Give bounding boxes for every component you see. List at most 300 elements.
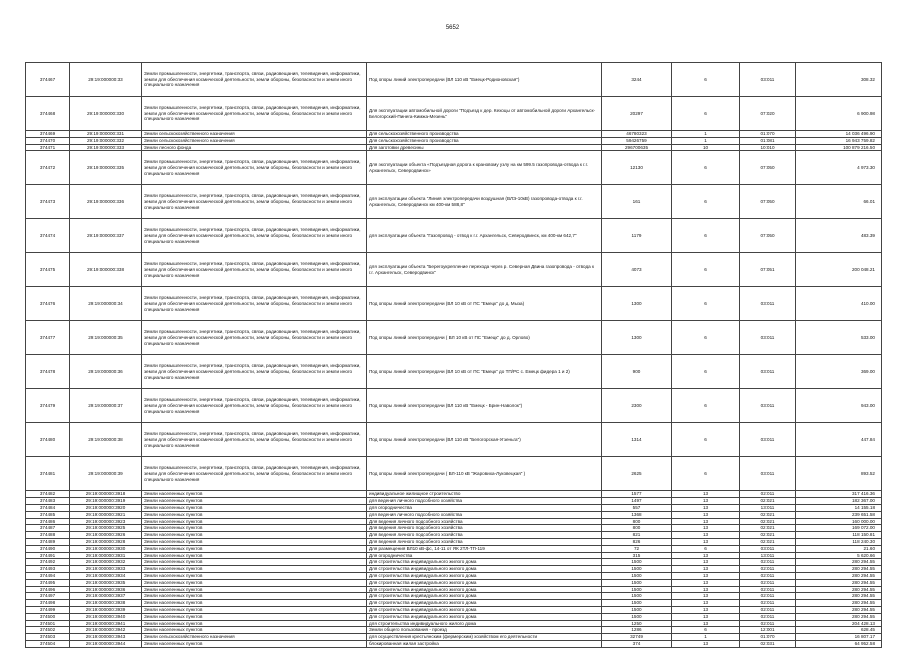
cadastral-number-cell: 29:19:000000:338 (70, 253, 142, 287)
land-category-cell: Земли промышленности, энергетики, транспорта, связи, радиовещания, телевидения, информатики, земли для обеспечения космической деятельности, земли обороны, безопасности и земли иного специального назначения (142, 219, 367, 253)
land-category-cell: Земли населенных пунктов (142, 593, 367, 600)
cadastral-number-cell: 29:19:000000:3931 (70, 552, 142, 559)
area-cell: 2300 (602, 389, 672, 423)
cadastral-value-cell: 280 294.55 (796, 600, 882, 607)
permitted-use-cell: Под опоры линий электропередачи (ВЛ 110 кВ "Белогорская-Угзеньга") (367, 423, 602, 457)
group-cell: 6 (672, 389, 740, 423)
permitted-use-cell: Для строительства индивидуального жилого дома (367, 572, 602, 579)
table-row (26, 504, 882, 511)
land-category-cell: Земли промышленности, энергетики, транспорта, связи, радиовещания, телевидения, информатики, земли для обеспечения космической деятельности, земли обороны, безопасности и земли иного специального назначения (142, 185, 367, 219)
cadastral-number-cell: 29:19:000000:3919 (70, 498, 142, 505)
permitted-use-cell: для эксплуатации объекта "Линия электропередачи воздушная (ВЛЭ-10кВ) газопровода-отвода к г.г. Архангельск, Северодвинск км 400-км 588,8" (367, 185, 602, 219)
permitted-use-cell: Для ведения личного подсобного хозяйства (367, 532, 602, 539)
use-code-cell: 03:011 (740, 287, 796, 321)
cadastral-value-cell: 66.01 (796, 185, 882, 219)
permitted-use-cell: блокированная жилая застройка (367, 640, 602, 647)
use-code-cell: 03:011 (740, 423, 796, 457)
cadastral-value-cell: 280 294.55 (796, 593, 882, 600)
area-cell: 72 (602, 545, 672, 552)
area-cell: 1300 (602, 321, 672, 355)
cadastral-value-cell: 280 294.55 (796, 572, 882, 579)
land-category-cell: Земли населенных пунктов (142, 566, 367, 573)
use-code-cell: 01:070 (740, 131, 796, 138)
row-number-cell: 374499 (26, 606, 70, 613)
cadastral-value-cell: 16 807.17 (796, 634, 882, 641)
land-category-cell: Земли сельскохозяйственного назначения (142, 634, 367, 641)
area-cell: 1300 (602, 287, 672, 321)
group-cell: 13 (672, 525, 740, 532)
row-number-cell: 374472 (26, 151, 70, 185)
use-code-cell: 02:011 (740, 579, 796, 586)
cadastral-value-cell: 280 294.55 (796, 559, 882, 566)
row-number-cell: 374491 (26, 552, 70, 559)
cadastral-value-cell: 893.52 (796, 457, 882, 491)
permitted-use-cell: Для строительства индивидуального жилого дома (367, 579, 602, 586)
area-cell: 1314 (602, 423, 672, 457)
use-code-cell: 03:011 (740, 355, 796, 389)
permitted-use-cell: Под опоры линий электропередачи (ВЛ 10 кВ от ПС "Емецк" до д. Мыза) (367, 287, 602, 321)
use-code-cell: 02:031 (740, 640, 796, 647)
cadastral-value-cell: 447.84 (796, 423, 882, 457)
table-row (26, 525, 882, 532)
cadastral-number-cell: 29:19:000000:3942 (70, 627, 142, 634)
land-category-cell: Земли промышленности, энергетики, транспорта, связи, радиовещания, телевидения, информатики, земли для обеспечения космической деятельности, земли обороны, безопасности и земли иного специального назначения (142, 63, 367, 97)
table-row (26, 593, 882, 600)
group-cell: 6 (672, 423, 740, 457)
land-category-cell: Земли населенных пунктов (142, 600, 367, 607)
group-cell: 13 (672, 566, 740, 573)
area-cell: 1500 (602, 559, 672, 566)
group-cell: 13 (672, 552, 740, 559)
group-cell: 6 (672, 321, 740, 355)
land-category-cell: Земли сельскохозяйственного назначения (142, 131, 367, 138)
use-code-cell: 02:011 (740, 566, 796, 573)
cadastral-value-cell: 280 294.55 (796, 579, 882, 586)
land-category-cell: Земли населенных пунктов (142, 525, 367, 532)
cadastral-value-cell: 16 943 759.82 (796, 137, 882, 144)
cadastral-value-cell: 239 651.58 (796, 511, 882, 518)
area-cell: 1577 (602, 491, 672, 498)
group-cell: 13 (672, 572, 740, 579)
cadastral-value-cell: 4 973.30 (796, 151, 882, 185)
land-category-cell: Земли населенных пунктов (142, 491, 367, 498)
land-category-cell: Земли населенных пунктов (142, 498, 367, 505)
group-cell: 13 (672, 559, 740, 566)
table-row (26, 613, 882, 620)
group-cell: 10 (672, 144, 740, 151)
group-cell: 13 (672, 491, 740, 498)
area-cell: 1500 (602, 566, 672, 573)
land-category-cell: Земли промышленности, энергетики, транспорта, связи, радиовещания, телевидения, информатики, земли для обеспечения космической деятельности, земли обороны, безопасности и земли иного специального назначения (142, 321, 367, 355)
use-code-cell: 02:011 (740, 572, 796, 579)
cadastral-number-cell: 29:19:000000:333 (70, 144, 142, 151)
cadastral-number-cell: 29:19:000000:37 (70, 389, 142, 423)
permitted-use-cell: Земли общего пользования - проезд (367, 627, 602, 634)
permitted-use-cell: Для заготовки древесины (367, 144, 602, 151)
cadastral-number-cell: 29:19:000000:3920 (70, 504, 142, 511)
permitted-use-cell: для эксплуатации объекта "Берегоукрепление перехода через р. Северная Двина газопровода - отвода к г.г. Архангельск, Северодвинск" (367, 253, 602, 287)
permitted-use-cell: Для ведения личного подсобного хозяйства (367, 538, 602, 545)
cadastral-value-cell: 280 294.55 (796, 566, 882, 573)
use-code-cell: 13:011 (740, 504, 796, 511)
table-row (26, 538, 882, 545)
group-cell: 1 (672, 634, 740, 641)
cadastral-value-cell: 118 150.81 (796, 532, 882, 539)
row-number-cell: 374468 (26, 97, 70, 131)
cadastral-number-cell: 29:19:000000:337 (70, 219, 142, 253)
table-row (26, 253, 882, 287)
area-cell: 3244 (602, 63, 672, 97)
area-cell: 1500 (602, 579, 672, 586)
cadastral-number-cell: 29:19:000000:3926 (70, 532, 142, 539)
cadastral-number-cell: 29:19:000000:3943 (70, 634, 142, 641)
group-cell: 6 (672, 219, 740, 253)
use-code-cell: 03:011 (740, 457, 796, 491)
row-number-cell: 374479 (26, 389, 70, 423)
table-row (26, 185, 882, 219)
land-category-cell: Земли населенных пунктов (142, 518, 367, 525)
use-code-cell: 07:051 (740, 253, 796, 287)
permitted-use-cell: Под опоры линий электропередачи (ВЛ 10 кВ от ПС "Емецк" до ТП/РС с. Емецк фидера 1 и 2) (367, 355, 602, 389)
area-cell: 1500 (602, 572, 672, 579)
land-category-cell: Земли населенных пунктов (142, 620, 367, 627)
permitted-use-cell: для огородничества (367, 504, 602, 511)
use-code-cell: 02:021 (740, 511, 796, 518)
cadastral-number-cell: 29:19:000000:335 (70, 151, 142, 185)
land-category-cell: Земли промышленности, энергетики, транспорта, связи, радиовещания, телевидения, информатики, земли для обеспечения космической деятельности, земли обороны, безопасности и земли иного специального назначения (142, 151, 367, 185)
cadastral-number-cell: 29:19:000000:3939 (70, 606, 142, 613)
table-row (26, 600, 882, 607)
cadastral-number-cell: 29:19:000000:3923 (70, 518, 142, 525)
area-cell: 826 (602, 538, 672, 545)
cadastral-value-cell: 14 036 496.90 (796, 131, 882, 138)
cadastral-value-cell: 160 000.00 (796, 518, 882, 525)
land-category-cell: Земли промышленности, энергетики, транспорта, связи, радиовещания, телевидения, информатики, земли для обеспечения космической деятельности, земли обороны, безопасности и земли иного специального назначения (142, 423, 367, 457)
group-cell: 6 (672, 627, 740, 634)
cadastral-value-cell: 64 952.58 (796, 640, 882, 647)
cadastral-number-cell: 29:19:000000:3921 (70, 511, 142, 518)
table-body (26, 63, 882, 648)
cadastral-number-cell: 29:19:000000:3932 (70, 559, 142, 566)
table-row (26, 144, 882, 151)
land-category-cell: Земли лесного фонда (142, 144, 367, 151)
table-row (26, 566, 882, 573)
use-code-cell: 02:021 (740, 538, 796, 545)
cadastral-value-cell: 100 879 216.50 (796, 144, 882, 151)
use-code-cell: 10:010 (740, 144, 796, 151)
row-number-cell: 374482 (26, 491, 70, 498)
area-cell: 1500 (602, 613, 672, 620)
use-code-cell: 02:011 (740, 606, 796, 613)
use-code-cell: 03:011 (740, 63, 796, 97)
area-cell: 59426759 (602, 137, 672, 144)
cadastral-number-cell: 29:19:000000:3935 (70, 579, 142, 586)
land-category-cell: Земли населенных пунктов (142, 532, 367, 539)
group-cell: 6 (672, 185, 740, 219)
table-row (26, 491, 882, 498)
table-row (26, 423, 882, 457)
row-number-cell: 374478 (26, 355, 70, 389)
row-number-cell: 374480 (26, 423, 70, 457)
table-row (26, 640, 882, 647)
area-cell: 1250 (602, 620, 672, 627)
cadastral-value-cell: 628.45 (796, 627, 882, 634)
group-cell: 13 (672, 640, 740, 647)
land-registry-table (25, 62, 882, 648)
table-row (26, 627, 882, 634)
group-cell: 6 (672, 63, 740, 97)
permitted-use-cell: Для ведения личного подсобного хозяйства (367, 518, 602, 525)
cadastral-number-cell: 29:19:000000:3918 (70, 491, 142, 498)
land-category-cell: Земли населенных пунктов (142, 586, 367, 593)
row-number-cell: 374475 (26, 253, 70, 287)
area-cell: 12130 (602, 151, 672, 185)
row-number-cell: 374504 (26, 640, 70, 647)
table-row (26, 287, 882, 321)
cadastral-value-cell: 533.00 (796, 321, 882, 355)
cadastral-number-cell: 29:19:000000:36 (70, 355, 142, 389)
row-number-cell: 374486 (26, 518, 70, 525)
page-number: 5652 (445, 25, 460, 31)
group-cell: 6 (672, 97, 740, 131)
row-number-cell: 374469 (26, 131, 70, 138)
area-cell: 374 (602, 640, 672, 647)
row-number-cell: 374467 (26, 63, 70, 97)
cadastral-number-cell: 29:19:000000:34 (70, 287, 142, 321)
cadastral-value-cell: 182 367.00 (796, 498, 882, 505)
permitted-use-cell: Для строительства индивидуального жилого дома (367, 593, 602, 600)
cadastral-value-cell: 317 416.36 (796, 491, 882, 498)
area-cell: 1368 (602, 511, 672, 518)
area-cell: 1500 (602, 600, 672, 607)
row-number-cell: 374492 (26, 559, 70, 566)
land-category-cell: Земли промышленности, энергетики, транспорта, связи, радиовещания, телевидения, информатики, земли для обеспечения космической деятельности, земли обороны, безопасности и земли иного специального назначения (142, 97, 367, 131)
group-cell: 6 (672, 355, 740, 389)
table-row (26, 457, 882, 491)
cadastral-number-cell: 29:19:000000:3938 (70, 600, 142, 607)
cadastral-number-cell: 29:19:000000:33 (70, 63, 142, 97)
use-code-cell: 07:020 (740, 97, 796, 131)
permitted-use-cell: Под опоры линий электропередачи (ВЛ 110 кВ "Емецк - Брин-Наволок") (367, 389, 602, 423)
table-row (26, 151, 882, 185)
permitted-use-cell: Для эксплуатации автомобильной дороги "Подъезд к дер. Кехоцы от автомобильной дороги Архангельск-Белогорский-Пинега-Кимжа-Мезень" (367, 97, 602, 131)
row-number-cell: 374489 (26, 538, 70, 545)
cadastral-value-cell: 308.32 (796, 63, 882, 97)
table-row (26, 511, 882, 518)
group-cell: 6 (672, 151, 740, 185)
permitted-use-cell: Под опоры линий электропередачи (ВЛ 110 кВ "Емецк-Родионовская") (367, 63, 602, 97)
land-category-cell: Земли населенных пунктов (142, 613, 367, 620)
row-number-cell: 374488 (26, 532, 70, 539)
cadastral-value-cell: 369.00 (796, 355, 882, 389)
permitted-use-cell: Для ведения личного подсобного хозяйства (367, 525, 602, 532)
cadastral-value-cell: 943.00 (796, 389, 882, 423)
table-row (26, 131, 882, 138)
permitted-use-cell: Для строительства индивидуального жилого дома (367, 566, 602, 573)
group-cell: 13 (672, 518, 740, 525)
land-category-cell: Земли населенных пунктов (142, 538, 367, 545)
land-category-cell: Земли населенных пунктов (142, 579, 367, 586)
land-category-cell: Земли населенных пунктов (142, 606, 367, 613)
land-category-cell: Земли населенных пунктов (142, 504, 367, 511)
permitted-use-cell: Для эксплуатации объекта «Подъездная дорога к крановому узлу на км 599.5 газопровода-отвода к г.г. Архангельск, Северодвинск» (367, 151, 602, 185)
group-cell: 6 (672, 253, 740, 287)
use-code-cell: 01:070 (740, 634, 796, 641)
land-category-cell: Земли промышленности, энергетики, транспорта, связи, радиовещания, телевидения, информатики, земли для обеспечения космической деятельности, земли обороны, безопасности и земли иного специального назначения (142, 457, 367, 491)
cadastral-value-cell: 280 294.55 (796, 586, 882, 593)
permitted-use-cell: Для сельскохозяйственного производства (367, 137, 602, 144)
permitted-use-cell: Для строительства индивидуального жилого дома (367, 586, 602, 593)
cadastral-value-cell: 169 072.00 (796, 525, 882, 532)
permitted-use-cell: индивидуальное жилищное строительство (367, 491, 602, 498)
area-cell: 557 (602, 504, 672, 511)
table-row (26, 63, 882, 97)
cadastral-value-cell: 200 048.21 (796, 253, 882, 287)
cadastral-number-cell: 29:19:000000:3934 (70, 572, 142, 579)
land-category-cell: Земли промышленности, энергетики, транспорта, связи, радиовещания, телевидения, информатики, земли для обеспечения космической деятельности, земли обороны, безопасности и земли иного специального назначения (142, 389, 367, 423)
cadastral-value-cell: 204 428.13 (796, 620, 882, 627)
group-cell: 13 (672, 579, 740, 586)
table-row (26, 321, 882, 355)
table-row (26, 559, 882, 566)
use-code-cell: 02:021 (740, 525, 796, 532)
group-cell: 6 (672, 287, 740, 321)
cadastral-value-cell: 5 620.66 (796, 552, 882, 559)
group-cell: 6 (672, 457, 740, 491)
cadastral-number-cell: 29:19:000000:35 (70, 321, 142, 355)
group-cell: 13 (672, 511, 740, 518)
use-code-cell: 02:011 (740, 586, 796, 593)
use-code-cell: 01:081 (740, 137, 796, 144)
table-row (26, 620, 882, 627)
land-category-cell: Земли промышленности, энергетики, транспорта, связи, радиовещания, телевидения, информатики, земли для обеспечения космической деятельности, земли обороны, безопасности и земли иного специального назначения (142, 287, 367, 321)
land-category-cell: Земли населенных пунктов (142, 552, 367, 559)
area-cell: 2625 (602, 457, 672, 491)
group-cell: 13 (672, 504, 740, 511)
table-row (26, 97, 882, 131)
use-code-cell: 13:011 (740, 552, 796, 559)
cadastral-value-cell: 21.60 (796, 545, 882, 552)
cadastral-number-cell: 29:19:000000:3925 (70, 525, 142, 532)
land-category-cell: Земли промышленности, энергетики, транспорта, связи, радиовещания, телевидения, информатики, земли для обеспечения космической деятельности, земли обороны, безопасности и земли иного специального назначения (142, 253, 367, 287)
cadastral-value-cell: 410.00 (796, 287, 882, 321)
table-row (26, 545, 882, 552)
area-cell: 1497 (602, 498, 672, 505)
area-cell: 1500 (602, 606, 672, 613)
cadastral-number-cell: 29:19:000000:3930 (70, 545, 142, 552)
row-number-cell: 374502 (26, 627, 70, 634)
group-cell: 13 (672, 532, 740, 539)
row-number-cell: 374471 (26, 144, 70, 151)
cadastral-number-cell: 29:19:000000:39 (70, 457, 142, 491)
group-cell: 13 (672, 593, 740, 600)
cadastral-number-cell: 29:19:000000:3944 (70, 640, 142, 647)
area-cell: 1286 (602, 627, 672, 634)
cadastral-number-cell: 29:19:000000:3940 (70, 613, 142, 620)
use-code-cell: 02:011 (740, 491, 796, 498)
land-category-cell: Земли населенных пунктов (142, 559, 367, 566)
area-cell: 4073 (602, 253, 672, 287)
row-number-cell: 374487 (26, 525, 70, 532)
group-cell: 13 (672, 586, 740, 593)
land-category-cell: Земли населенных пунктов (142, 545, 367, 552)
permitted-use-cell: для осуществления крестьянским (фермерским) хозяйством его деятельности (367, 634, 602, 641)
row-number-cell: 374473 (26, 185, 70, 219)
permitted-use-cell: для ведения личного подсобного хозяйства (367, 511, 602, 518)
area-cell: 1500 (602, 593, 672, 600)
cadastral-number-cell: 29:19:000000:38 (70, 423, 142, 457)
land-category-cell: Земли населенных пунктов (142, 511, 367, 518)
permitted-use-cell: для ведения личного подсобного хозяйства (367, 498, 602, 505)
table-row (26, 355, 882, 389)
table-row (26, 532, 882, 539)
cadastral-number-cell: 29:19:000000:332 (70, 137, 142, 144)
table-row (26, 137, 882, 144)
row-number-cell: 374481 (26, 457, 70, 491)
use-code-cell: 02:021 (740, 518, 796, 525)
group-cell: 13 (672, 538, 740, 545)
use-code-cell: 02:011 (740, 620, 796, 627)
area-cell: 1179 (602, 219, 672, 253)
cadastral-number-cell: 29:19:000000:330 (70, 97, 142, 131)
row-number-cell: 374474 (26, 219, 70, 253)
table-row (26, 552, 882, 559)
use-code-cell: 02:011 (740, 593, 796, 600)
table-row (26, 606, 882, 613)
table-row (26, 572, 882, 579)
area-cell: 800 (602, 518, 672, 525)
area-cell: 800 (602, 525, 672, 532)
use-code-cell: 03:011 (740, 389, 796, 423)
use-code-cell: 02:021 (740, 532, 796, 539)
area-cell: 296700635 (602, 144, 672, 151)
permitted-use-cell: Для строительства индивидуального жилого дома (367, 559, 602, 566)
table-row (26, 219, 882, 253)
permitted-use-cell: Для строительства индивидуального жилого дома (367, 613, 602, 620)
row-number-cell: 374483 (26, 498, 70, 505)
permitted-use-cell: Для размещения ВЛ10 кВ-фс, 14-11 от ЯК 2ТЛ-ТП-119 (367, 545, 602, 552)
cadastral-number-cell: 29:19:000000:3941 (70, 620, 142, 627)
permitted-use-cell: Для огородничества (367, 552, 602, 559)
group-cell: 13 (672, 600, 740, 607)
row-number-cell: 374500 (26, 613, 70, 620)
row-number-cell: 374485 (26, 511, 70, 518)
row-number-cell: 374495 (26, 579, 70, 586)
table-row (26, 498, 882, 505)
area-cell: 1500 (602, 586, 672, 593)
group-cell: 1 (672, 137, 740, 144)
area-cell: 20297 (602, 97, 672, 131)
cadastral-number-cell: 29:19:000000:3937 (70, 593, 142, 600)
group-cell: 13 (672, 613, 740, 620)
table-row (26, 586, 882, 593)
cadastral-value-cell: 280 294.55 (796, 613, 882, 620)
land-category-cell: Земли населенных пунктов (142, 572, 367, 579)
permitted-use-cell: Для сельскохозяйственного производства (367, 131, 602, 138)
table-row (26, 634, 882, 641)
use-code-cell: 02:011 (740, 613, 796, 620)
permitted-use-cell: для строительства индивидуального жилого дома (367, 620, 602, 627)
cadastral-value-cell: 483.39 (796, 219, 882, 253)
row-number-cell: 374470 (26, 137, 70, 144)
area-cell: 315 (602, 552, 672, 559)
row-number-cell: 374477 (26, 321, 70, 355)
cadastral-value-cell: 118 240.30 (796, 538, 882, 545)
row-number-cell: 374497 (26, 593, 70, 600)
area-cell: 32749 (602, 634, 672, 641)
row-number-cell: 374494 (26, 572, 70, 579)
permitted-use-cell: Для строительства индивидуального жилого дома (367, 606, 602, 613)
